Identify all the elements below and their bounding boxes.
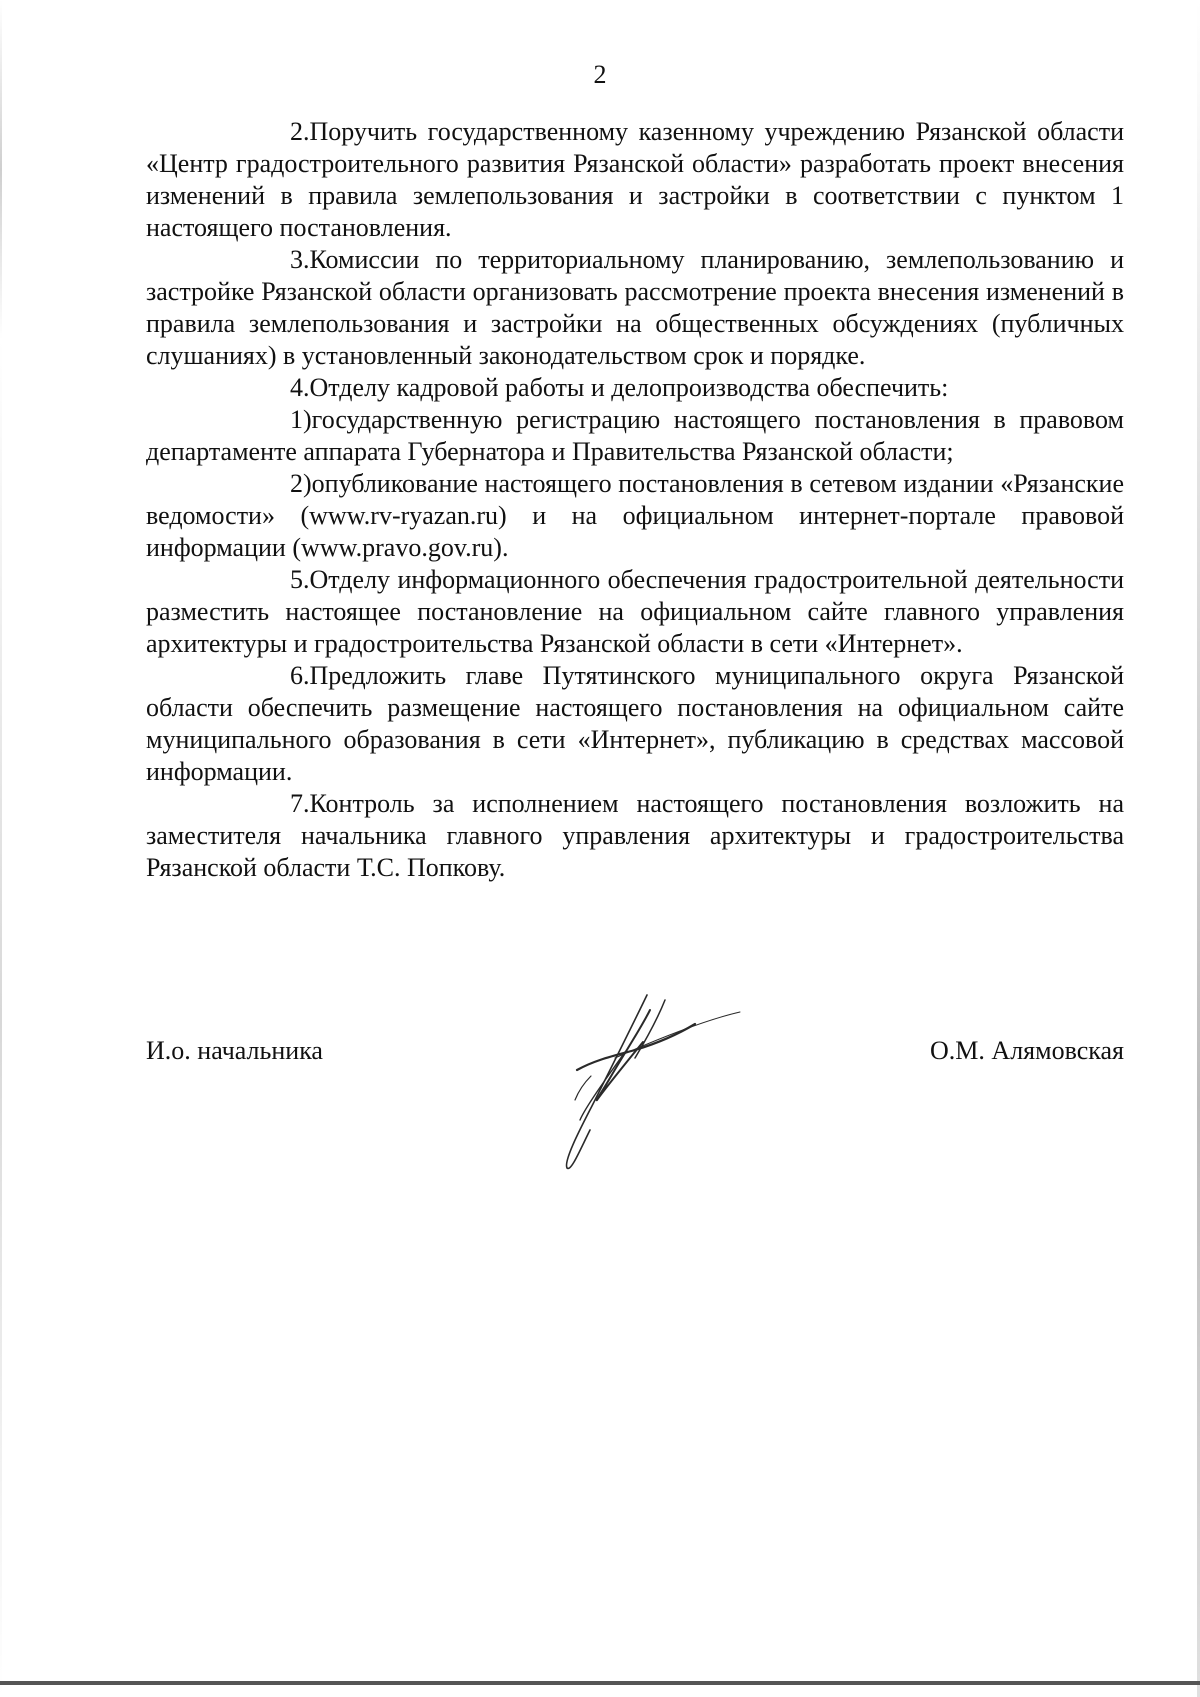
paragraph-number: 1) bbox=[290, 405, 312, 434]
paragraph-number: 7. bbox=[290, 789, 310, 818]
paragraph-item-6 bbox=[146, 660, 1124, 788]
paragraph-item-5 bbox=[146, 564, 1124, 660]
paragraph-text: Контроль за исполнением настоящего постановления возложить на заместителя начальника главного управления архитектуры и градостроительства Рязанской области Т.С. Попкову. bbox=[146, 789, 1124, 882]
page-number: 2 bbox=[593, 60, 607, 89]
paragraph-text: Предложить главе Путятинского муниципального округа Рязанской области обеспечить размещение настоящего постановления на официальном сайте муниципального образования в сети «Интернет», публикацию в средствах массовой информации. bbox=[146, 661, 1124, 786]
signatory-name: О.М. Алямовская bbox=[930, 1036, 1124, 1065]
scan-edge-left bbox=[0, 0, 2, 1697]
handwritten-signature bbox=[555, 990, 755, 1175]
paragraph-text: Поручить государственному казенному учреждению Рязанской области «Центр градостроительного развития Рязанской области» разработать проект внесения изменений в правила землепользования и застройки в соответствии с пунктом 1 настоящего постановления. bbox=[146, 117, 1124, 242]
paragraph-text: государственную регистрацию настоящего постановления в правовом департаменте аппарата Губернатора и Правительства Рязанской области; bbox=[146, 405, 1124, 466]
paragraph-number: 2. bbox=[290, 117, 310, 146]
subparagraph-item-2 bbox=[146, 468, 1124, 564]
paragraph-number: 2) bbox=[290, 469, 312, 498]
paragraph-text: Отделу информационного обеспечения градостроительной деятельности разместить настоящее постановление на официальном сайте главного управления архитектуры и градостроительства Рязанской области в сети «Интернет». bbox=[146, 565, 1124, 658]
scan-edge-bottom bbox=[0, 1681, 1200, 1685]
document-body bbox=[146, 116, 1124, 884]
paragraph-number: 6. bbox=[290, 661, 310, 690]
paragraph-text: Комиссии по территориальному планированию, землепользованию и застройке Рязанской области организовать рассмотрение проекта внесения изменений в правила землепользования и застройки на общественных обсуждениях (публичных слушаниях) в установленный законодательством срок и порядке. bbox=[146, 245, 1124, 370]
signatory-position: И.о. начальника bbox=[146, 1036, 323, 1065]
paragraph-number: 4. bbox=[290, 373, 310, 402]
subparagraph-item-1 bbox=[146, 404, 1124, 468]
paragraph-item-7 bbox=[146, 788, 1124, 884]
paragraph-text: Отделу кадровой работы и делопроизводства обеспечить: bbox=[309, 373, 949, 402]
paragraph-number: 3. bbox=[290, 245, 310, 274]
paragraph-text: опубликование настоящего постановления в сетевом издании «Рязанские ведомости» (www.rv-ryazan.ru) и на официальном интернет-портале правовой информации (www.pravo.gov.ru). bbox=[146, 469, 1124, 562]
paragraph-item-4 bbox=[146, 372, 1124, 404]
paragraph-item-2 bbox=[146, 116, 1124, 244]
paragraph-item-3 bbox=[146, 244, 1124, 372]
paragraph-number: 5. bbox=[290, 565, 310, 594]
